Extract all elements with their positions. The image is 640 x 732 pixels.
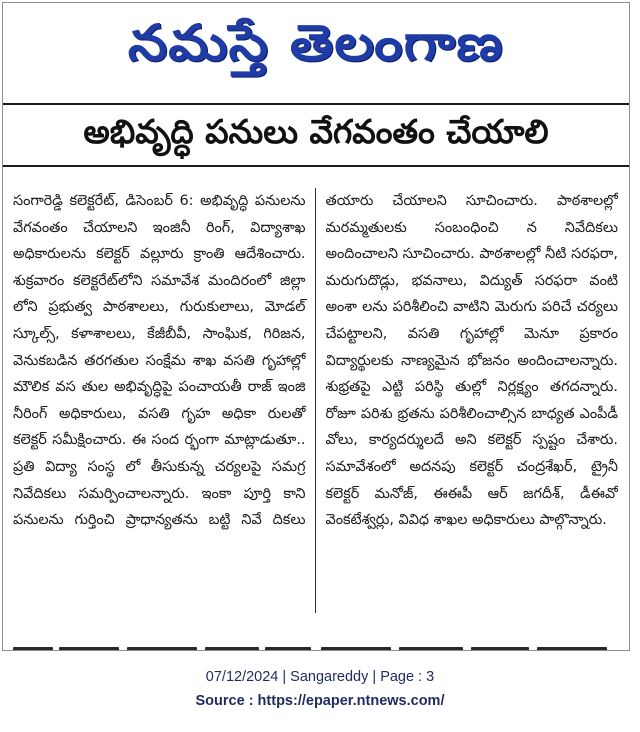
- cutoff-next-headline: [3, 639, 629, 651]
- article-body: [13, 188, 618, 613]
- newspaper-logo: నమస్తే తెలంగాణ: [128, 14, 504, 72]
- article-body-text: సంగారెడ్డి కలెక్టరేట్, డిసెంబర్ 6: అభివృద్ధి పనులను వేగవంతం చేయాలని ఇంజినీ రింగ్, విద్యాశాఖ అధికారులను కలెక్టర్ వల్లూరు క్రాంతి ఆదేశించారు. శుక్రవారం కలెక్టరేట్‌లోని సమావేశ మందిరంలో జిల్లా లోని ప్రభుత్వ పాఠశాలలు, గురుకులాలు, మోడల్ స్కూల్స్, కళాశాలలు, కేజీబీవీ, సాంఘిక, గిరిజన, వెనుకబడిన తరగతుల సంక్షేమ శాఖ వసతి గృహాల్లో మౌలిక వస తుల అభివృద్ధిపై పంచాయతీ రాజ్ ఇంజి నీరింగ్ అధికారులు, వసతి గృహ అధికా రులతో కలెక్టర్ సమీక్షించారు. ఈ సంద ర్భంగా మాట్లాడుతూ.. ప్రతి విద్యా సంస్థ లో తీసుకున్న చర్యలపై సమగ్ర నివేదికలు సమర్పించాలన్నారు. ఇంకా పూర్తి కాని పనులను గుర్తించి ప్రాధాన్యతను బట్టి నివే దికలు తయారు చేయాలని సూచించారు. పాఠశాలల్లో మరమ్మతులకు సంబంధించి న నివేదికలు అందించాలని సూచించారు. పాఠశాలల్లో నీటి సరఫరా, మరుగుదొడ్లు, భవనాలు, విద్యుత్ సరఫరా వంటి అంశా లను పరిశీలించి వాటిని మెరుగు పరిచే చర్యలు చేపట్టాలని, వసతి గృహాల్లో మెనూ ప్రకారం విద్యార్థులకు నాణ్యమైన భోజనం అందించాలన్నారు. శుభ్రతపై ఎట్టి పరిస్థి తుల్లో నిర్లక్ష్యం తగదన్నారు. రోజూ పరిశు భ్రతను పరిశీలించాల్సిన బాధ్యత ఎంపీడీ వోలు, కార్యదర్శులదే అని కలెక్టర్ స్పష్టం చేశారు. సమావేశంలో అదనపు కలెక్టర్ చంద్రశేఖర్, ట్రైనీ కలెక్టర్ మనోజ్, ఈఈపీ ఆర్ జగదీశ్, డీఈవో వెంకటేశ్వర్లు, వివిధ శాఖల అధికారులు పాల్గొన్నారు.: [13, 193, 618, 529]
- newspaper-clipping: [2, 2, 630, 651]
- headline-band: [3, 103, 629, 167]
- masthead: [3, 3, 629, 83]
- article-headline: అభివృద్ధి పనులు వేగవంతం చేయాలి: [83, 111, 549, 151]
- clip-source-line: Source : https://epaper.ntnews.com/: [195, 693, 445, 709]
- clip-date-line: 07/12/2024 | Sangareddy | Page : 3: [205, 669, 435, 685]
